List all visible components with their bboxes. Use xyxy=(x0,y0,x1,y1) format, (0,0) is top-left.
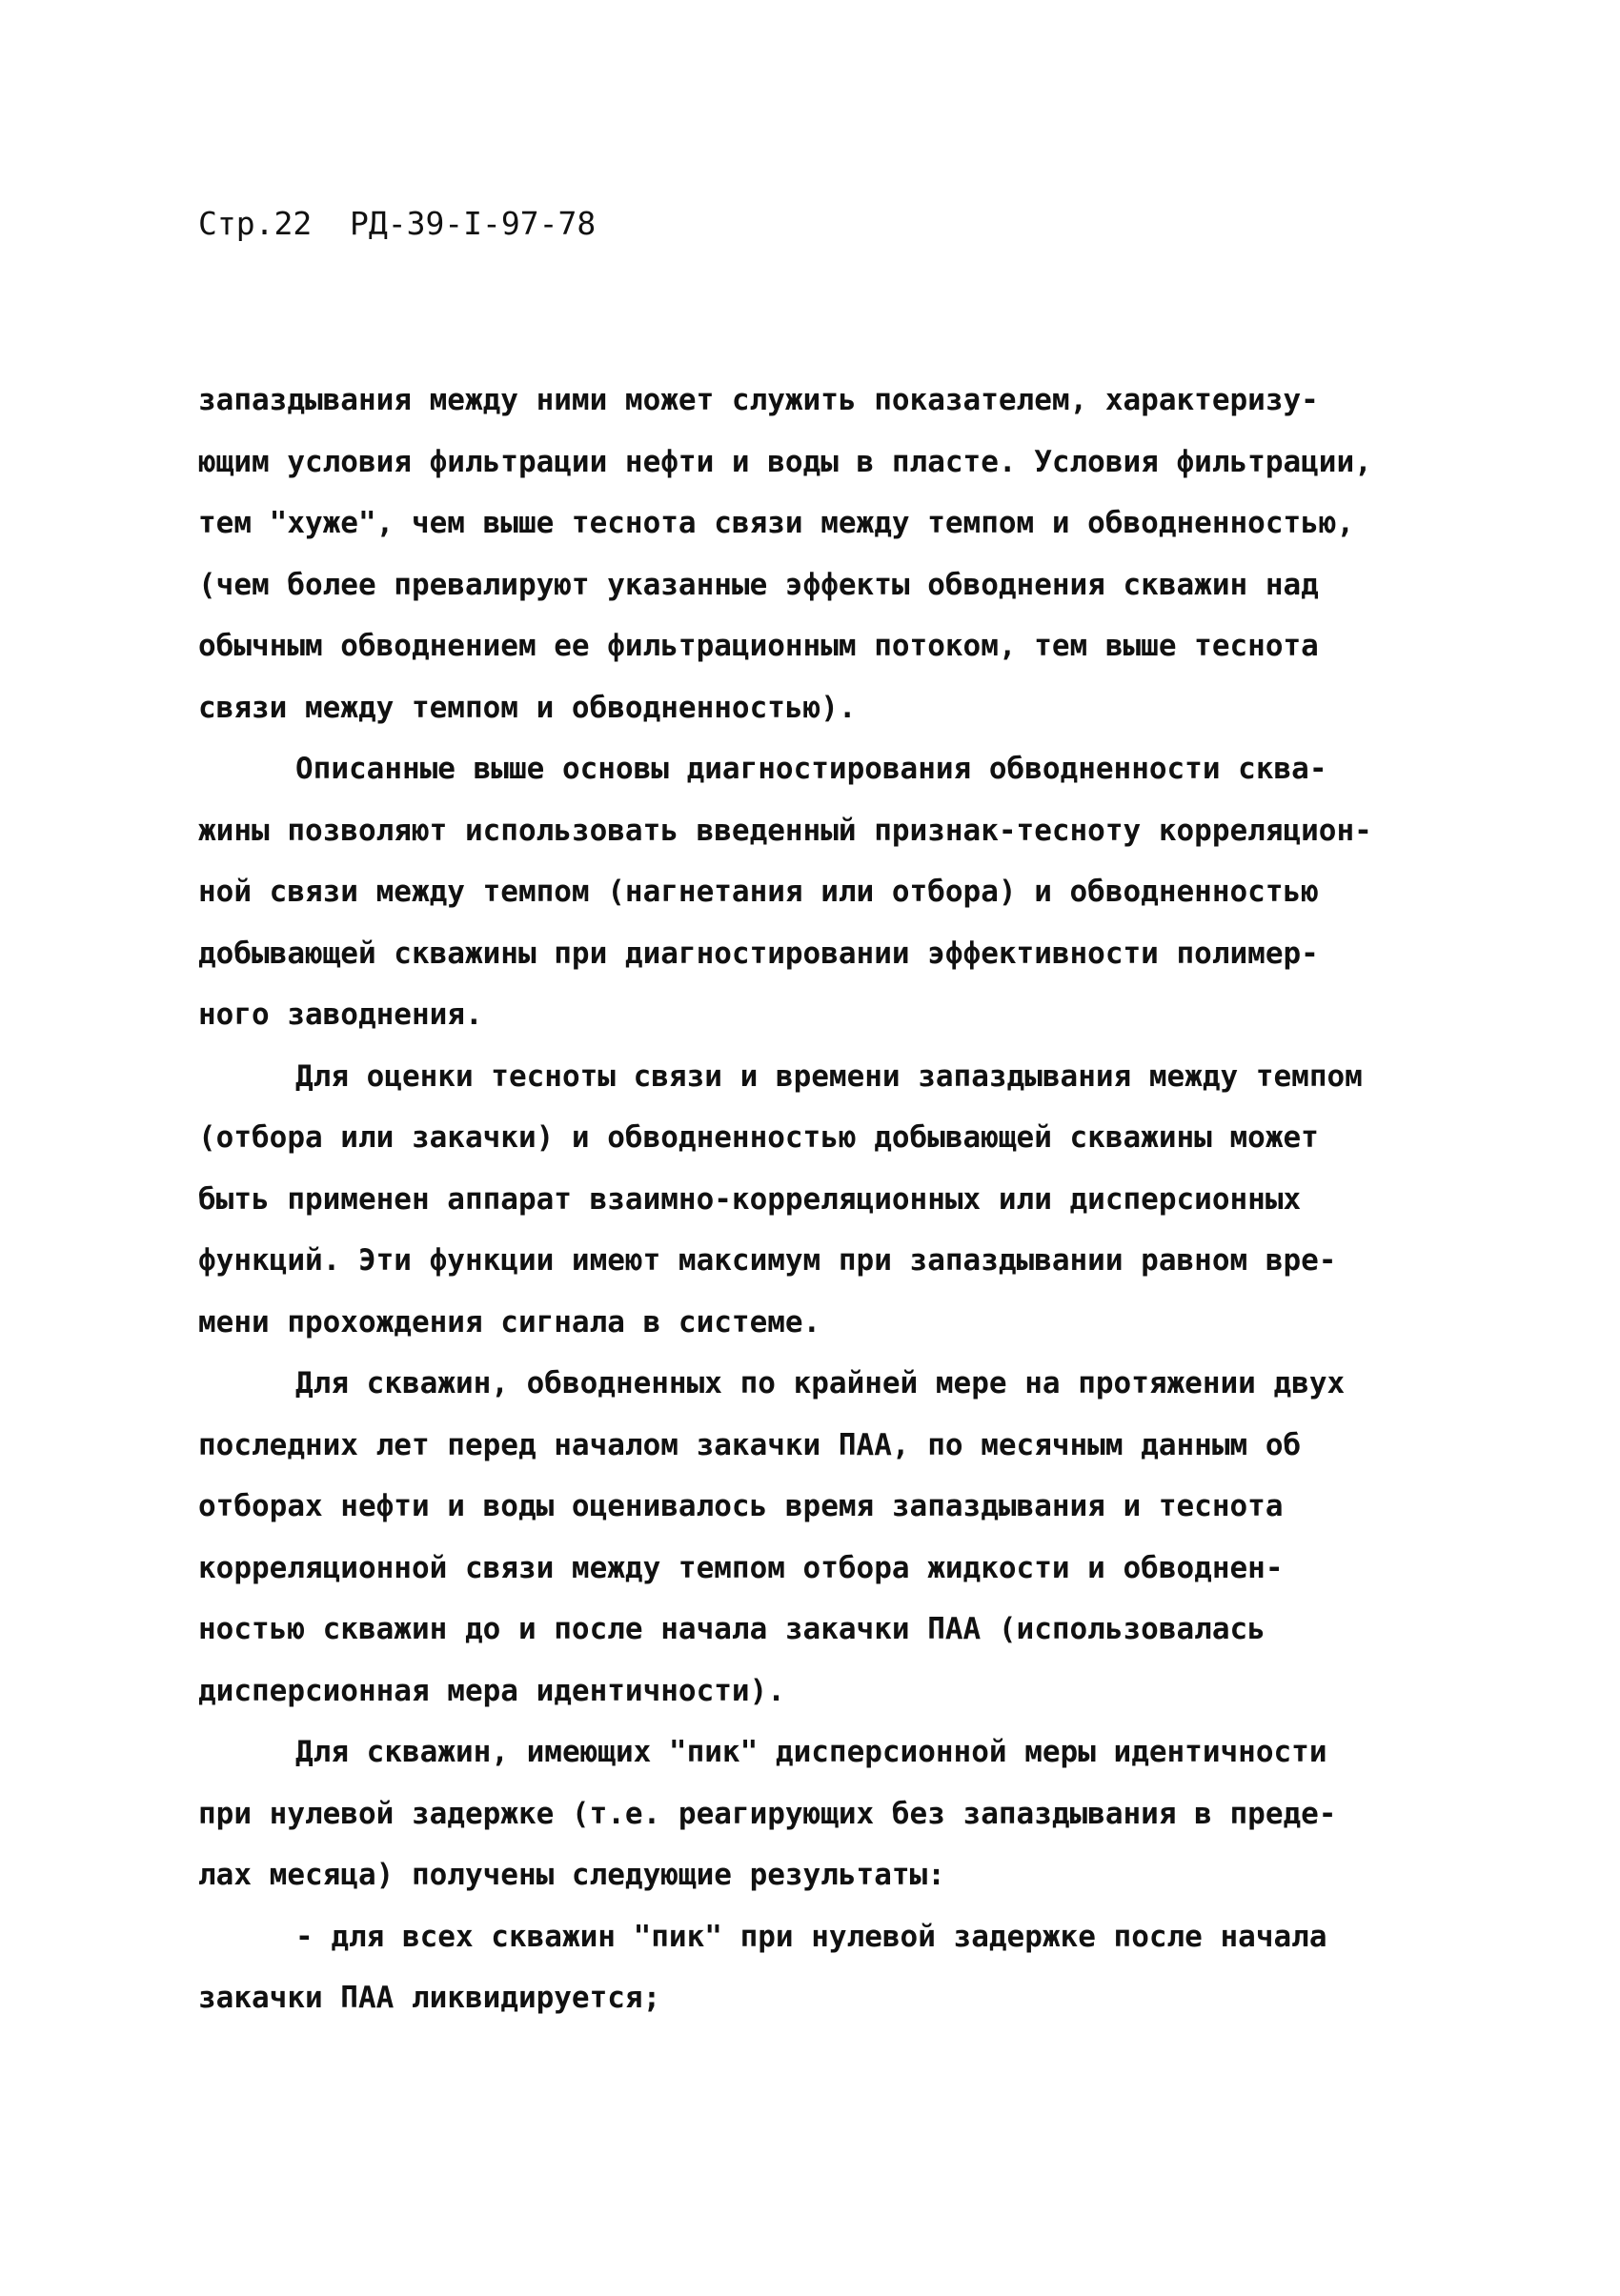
page-header xyxy=(198,205,596,242)
paragraph xyxy=(198,738,1466,1046)
text-line: ного заводнения. xyxy=(198,997,483,1032)
paragraph xyxy=(198,370,1466,738)
paragraph xyxy=(198,1046,1466,1354)
page-number: Стр.22 xyxy=(198,205,313,242)
text-line: добывающей скважины при диагностировании эффективности полимер- xyxy=(198,936,1319,971)
text-line: обычным обводнением ее фильтрационным потоком, тем выше теснота xyxy=(198,629,1319,663)
text-line: мени прохождения сигнала в системе. xyxy=(198,1304,821,1339)
list-item xyxy=(198,1906,1466,2029)
text-line: корреляционной связи между темпом отбора жидкости и обводнен- xyxy=(198,1550,1284,1585)
paragraph xyxy=(198,1353,1466,1722)
text-line: (отбора или закачки) и обводненностью добывающей скважины может xyxy=(198,1120,1319,1155)
paragraph xyxy=(198,1722,1466,1906)
text-line: запаздывания между ними может служить показателем, характеризу- xyxy=(198,383,1319,417)
text-line: лах месяца) получены следующие результаты: xyxy=(198,1858,945,1892)
text-line: ностью скважин до и после начала закачки ПАА (использовалась xyxy=(198,1612,1266,1646)
text-line: - для всех скважин "пик" при нулевой задержке после начала xyxy=(295,1919,1327,1954)
text-line: закачки ПАА ликвидируется; xyxy=(198,1981,661,2015)
text-line: последних лет перед началом закачки ПАА, по месячным данным об xyxy=(198,1427,1302,1462)
text-line: Для скважин, обводненных по крайней мере на протяжении двух xyxy=(295,1366,1346,1400)
body-text xyxy=(198,370,1466,2029)
text-line: быть применен аппарат взаимно-корреляционных или дисперсионных xyxy=(198,1181,1302,1217)
document-code: РД-39-I-97-78 xyxy=(349,205,597,242)
text-line: функций. Эти функции имеют максимум при запаздывании равном вре- xyxy=(198,1243,1337,1278)
text-line: жины позволяют использовать введенный признак-тесноту корреляцион- xyxy=(198,813,1372,848)
text-line: дисперсионная мера идентичности). xyxy=(198,1673,785,1708)
text-line: Описанные выше основы диагностирования обводненности сква- xyxy=(295,752,1327,786)
text-line: (чем более превалируют указанные эффекты обводнения скважин над xyxy=(198,567,1319,602)
text-line: ющим условия фильтрации нефти и воды в пласте. Условия фильтрации, xyxy=(198,444,1372,479)
text-line: при нулевой задержке (т.е. реагирующих без запаздывания в преде- xyxy=(198,1796,1337,1831)
text-line: Для скважин, имеющих "пик" дисперсионной меры идентичности xyxy=(295,1735,1327,1769)
text-line: ной связи между темпом (нагнетания или отбора) и обводненностью xyxy=(198,875,1319,909)
text-line: тем "хуже", чем выше теснота связи между темпом и обводненностью, xyxy=(198,506,1355,540)
text-line: связи между темпом и обводненностью). xyxy=(198,690,857,725)
text-line: Для оценки тесноты связи и времени запаздывания между темпом xyxy=(295,1058,1363,1094)
text-line: отборах нефти и воды оценивалось время запаздывания и теснота xyxy=(198,1489,1284,1523)
